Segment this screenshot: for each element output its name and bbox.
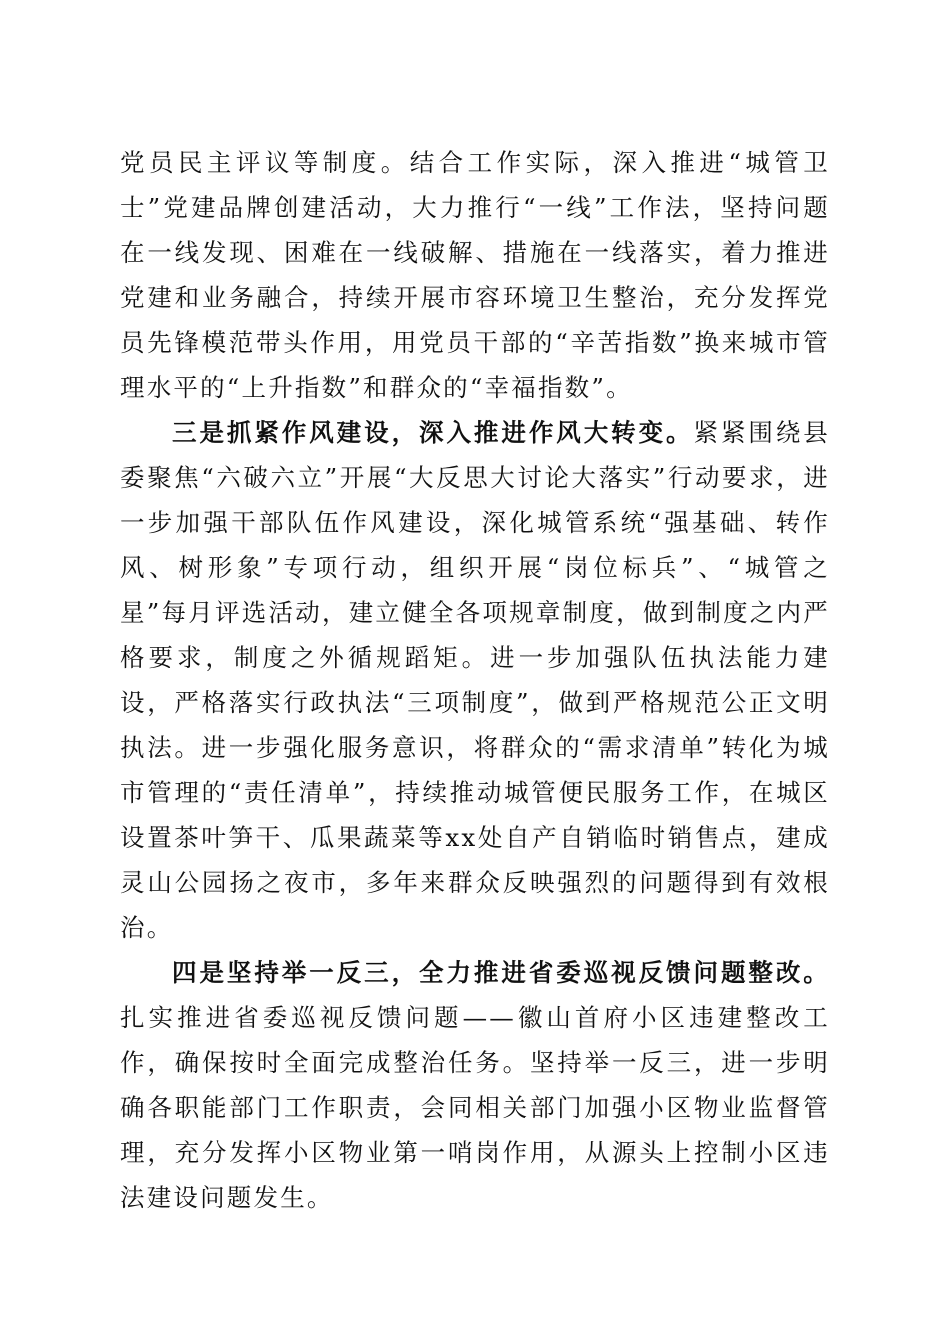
document-body <box>120 140 830 1220</box>
paragraph-1-body: 党员民主评议等制度。结合工作实际，深入推进“城管卫士”党建品牌创建活动，大力推行“一线”工作法，坚持问题在一线发现、困难在一线破解、措施在一线落实，着力推进党建和业务融合，持续开展市容环境卫生整治，充分发挥党员先锋模范带头作用，用党员干部的“辛苦指数”换来城市管理水平的“上升指数”和群众的“幸福指数”。 <box>120 148 830 402</box>
paragraph-3-body: 扎实推进省委巡视反馈问题——徽山首府小区违建整改工作，确保按时全面完成整治任务。坚持举一反三，进一步明确各职能部门工作职责，会同相关部门加强小区物业监督管理，充分发挥小区物业第一哨岗作用，从源头上控制小区违法建设问题发生。 <box>120 1003 830 1212</box>
paragraph-2 <box>120 410 830 950</box>
paragraph-2-body: 紧紧围绕县委聚焦“六破六立”开展“大反思大讨论大落实”行动要求，进一步加强干部队伍作风建设，深化城管系统“强基础、转作风、树形象”专项行动，组织开展“岗位标兵”、“城管之星”每月评选活动，建立健全各项规章制度，做到制度之内严格要求，制度之外循规蹈矩。进一步加强队伍执法能力建设，严格落实行政执法“三项制度”，做到严格规范公正文明执法。进一步强化服务意识，将群众的“需求清单”转化为城市管理的“责任清单”，持续推动城管便民服务工作，在城区设置茶叶笋干、瓜果蔬菜等xx处自产自销临时销售点，建成灵山公园扬之夜市，多年来群众反映强烈的问题得到有效根治。 <box>120 418 830 942</box>
paragraph-3 <box>120 950 830 1220</box>
paragraph-1 <box>120 140 830 410</box>
paragraph-3-heading: 四是坚持举一反三，全力推进省委巡视反馈问题整改。 <box>172 958 830 987</box>
paragraph-2-heading: 三是抓紧作风建设，深入推进作风大转变。 <box>172 418 694 447</box>
